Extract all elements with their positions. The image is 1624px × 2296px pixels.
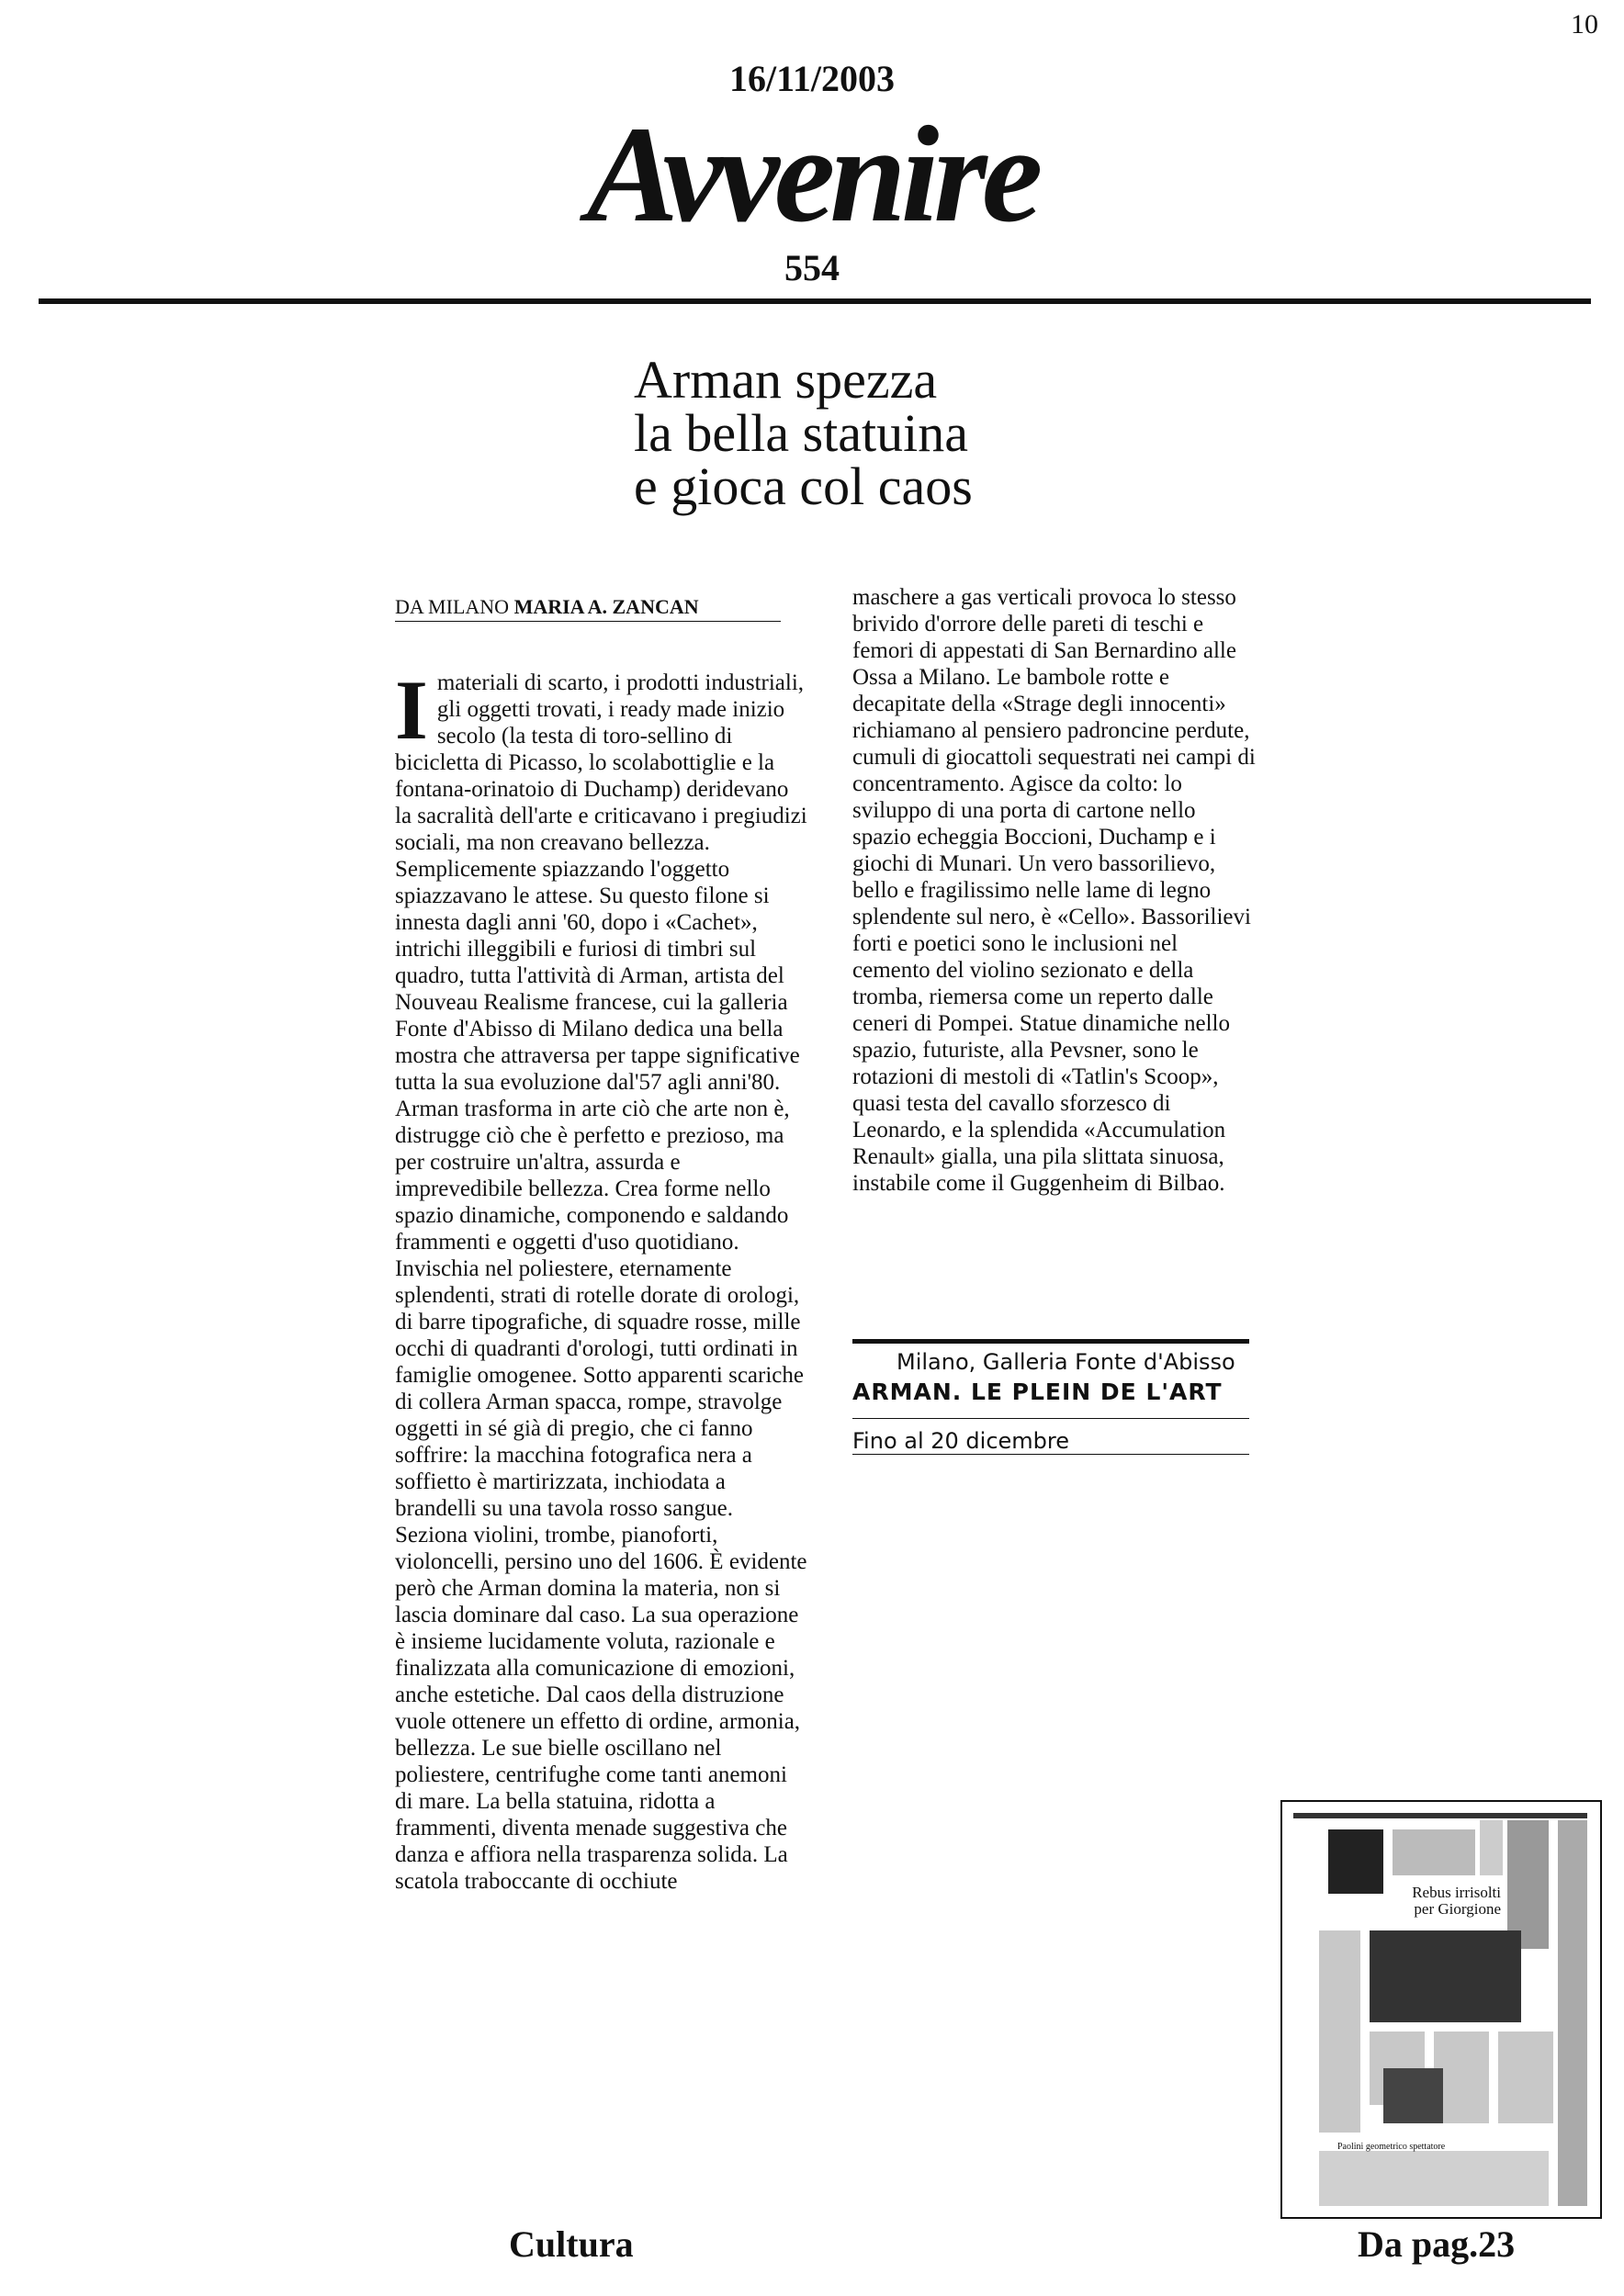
article-column-2: maschere a gas verticali provoca lo stesso brivido d'orrore delle pareti di teschi e femori di appestati di San Bernardino alle Ossa a Milano. Le bambole rotte e decapitate della «Strage degli innocenti» richiamano al pensiero padroncine perdute, cumuli di giocattoli sequestrati nei campi di concentramento. Agisce da colto: lo sviluppo di una porta di cartone nello spazio echeggia Boccioni, Duchamp e i giochi di Munari. Un vero bassorilievo, bello e fragilissimo nelle lame di legno splendente sul nero, è «Cello». Bassorilievi forti e poetici sono le inclusioni nel cemento del violino sezionato e della tromba, riemersa come un reperto dalle ceneri di Pompei. Statue dinamiche nello spazio, futuriste, alla Pevsner, sono le rotazioni di mestoli di «Tatlin's Scoop», quasi testa del cavallo sforzesco di Leonardo, e la splendida «Accumulation Renault» gialla, una pila slittata sinuosa, instabile come il Guggenheim di Bilbao.	[852, 585, 1256, 1196]
exhibition-dates: Fino al 20 dicembre	[852, 1428, 1070, 1454]
header-rule	[39, 298, 1591, 304]
thumbnail-layout-icon	[1282, 1802, 1600, 2217]
infobox-divider	[852, 1418, 1249, 1419]
byline	[395, 595, 781, 627]
byline-prefix: DA MILANO	[395, 595, 510, 618]
thumbnail-headline: Rebus irrisolti per Giorgione	[1412, 1884, 1501, 1918]
infobox-rule	[852, 1339, 1249, 1344]
headline-line: e gioca col caos	[634, 456, 973, 516]
exhibition-title: ARMAN. LE PLEIN DE L'ART	[852, 1379, 1223, 1405]
exhibition-info-box	[852, 1339, 1249, 1455]
byline-author: MARIA A. ZANCAN	[513, 595, 699, 618]
byline-rule	[395, 621, 781, 622]
section-name: Cultura	[509, 2223, 634, 2265]
column-text: materiali di scarto, i prodotti industriali, gli oggetti trovati, i ready made inizio secolo (la testa di toro-sellino di bicicletta di Picasso, lo scolabottiglie e la fontana-orinatoio di Duchamp) deridevano la sacralità dell'arte e criticavano i pregiudizi sociali, ma non creavano bellezza. Semplicemente spiazzando l'oggetto spiazzavano le attese. Su questo filone si innesta dagli anni '60, dopo i «Cachet», intrichi illeggibili e furiosi di timbri sul quadro, tutta l'attività di Arman, artista del Nouveau Realisme francese, cui la galleria Fonte d'Abisso di Milano dedica una bella mostra che attraversa per tappe significative tutta la sua evoluzione dal'57 agli anni'80. Arman trasforma in arte ciò che arte non è, distrugge ciò che è perfetto e prezioso, ma per costruire un'altra, assurda e imprevedibile bellezza. Crea forme nello spazio dinamiche, componendo e saldando frammenti e oggetti d'uso quotidiano. Invischia nel poliestere, eternamente splendenti, strati di rotelle dorate di orologi, di barre tipografiche, di squadre rosse, mille occhi di quadranti d'orologi, tutti ordinati in famiglie omogenee. Sotto apparenti scariche di collera Arman spacca, rompe, stravolge oggetti in sé già di pregio, che ci fanno soffrire: la macchina fotografica nera a soffietto è martirizzata, inchiodata a brandelli su una tavola rosso sangue. Seziona violini, trombe, pianoforti, violoncelli, persino uno del 1606. È evidente però che Arman domina la materia, non si lascia dominare dal caso. La sua operazione è insieme lucidamente voluta, razionale e finalizzata alla comunicazione di emozioni, anche estetiche. Dal caos della distruzione vuole ottenere un effetto di ordine, armonia, bellezza. Le sue bielle oscillano nel poliestere, centrifughe come tanti anemoni di mare. La bella statuina, ridotta a frammenti, diventa menade suggestiva che danza e affiora nella trasparenza solida. La scatola traboccante di occhiute	[395, 670, 807, 1894]
headline-line: Arman spezza	[634, 350, 938, 410]
headline-line: la bella statuina	[634, 403, 968, 463]
exhibition-venue: Milano, Galleria Fonte d'Abisso	[897, 1349, 1235, 1375]
infobox-divider	[852, 1454, 1249, 1455]
publication-date: 16/11/2003	[728, 58, 896, 99]
continued-from: Da pag.23	[1358, 2223, 1516, 2265]
page-number: 10	[1571, 9, 1598, 39]
edition-number: 554	[784, 247, 840, 288]
article-headline	[634, 350, 1277, 516]
newspaper-masthead: Avvenire	[586, 98, 1038, 251]
thumbnail-caption: Paolini geometrico spettatore	[1337, 2142, 1446, 2152]
article-column-1	[395, 643, 808, 1895]
drop-cap: I	[395, 663, 428, 757]
page-thumbnail	[1280, 1800, 1602, 2219]
